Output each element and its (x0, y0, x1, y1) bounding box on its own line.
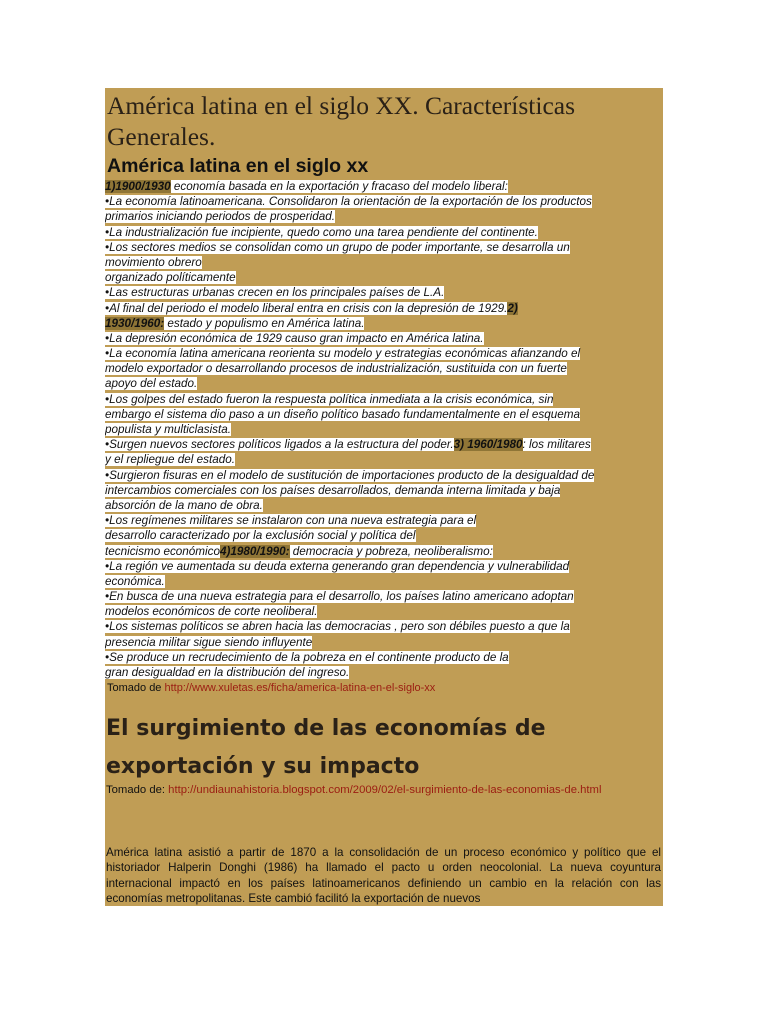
line-text: •La región ve aumentada su deuda externa generando gran dependencia y vulnerabilidad (105, 559, 570, 573)
list-line (105, 301, 663, 316)
list-line (105, 240, 663, 255)
list-line (105, 437, 663, 452)
list-line (105, 376, 663, 391)
list-line (105, 635, 663, 650)
section-heading: El surgimiento de las economías de exportación y su impacto (106, 716, 546, 779)
line-text: •La economía latinoamericana. Consolidaron la orientación de la exportación de los productos (105, 195, 592, 209)
list-line (105, 604, 663, 619)
list-line (105, 468, 663, 483)
source-citation-1 (107, 681, 663, 695)
line-text: •Las estructuras urbanas crecen en los principales países de L.A. (105, 286, 445, 300)
line-text: : los militares (522, 438, 591, 452)
list-line (105, 665, 663, 680)
line-text: •Se produce un recrudecimiento de la pobreza en el continente producto de la (105, 650, 509, 664)
line-text: •Los sistemas políticos se abren hacia las democracias , pero son débiles puesto a que la (105, 620, 570, 634)
line-text: •Surgen nuevos sectores políticos ligados a la estructura del poder. (105, 438, 454, 452)
line-text: •La depresión económica de 1929 causo gran impacto en América latina. (105, 331, 484, 345)
source-link[interactable]: http://www.xuletas.es/ficha/america-latina-en-el-siglo-xx (164, 682, 436, 694)
list-line (105, 589, 663, 604)
line-text: gran desigualdad en la distribución del ingreso. (105, 666, 350, 679)
line-text: económica. (105, 574, 165, 588)
list-line (105, 528, 663, 543)
period-label: 2) (507, 301, 518, 315)
line-text: •La industrialización fue incipiente, quedo como una tarea pendiente del continente. (105, 225, 538, 239)
line-text: •La economía latina americana reorienta su modelo y estrategias económicas afianzando el (105, 347, 581, 361)
line-text: embargo el sistema dio paso a un diseño político basado fundamentalmente en el esquema (105, 407, 580, 421)
line-text: desarrollo caracterizado por la exclusión social y política del (105, 529, 416, 543)
period-label: 1)1900/1930 (105, 180, 171, 193)
line-text: economía basada en la exportación y fracaso del modelo liberal: (170, 180, 508, 193)
list-line (105, 225, 663, 240)
list-line (105, 513, 663, 528)
body-paragraph: América latina asistió a partir de 1870 a la consolidación de un proceso económico y político que el historiador Halperin Donghi (1986) ha llamado el pacto u orden neocolonial. La nueva coyuntura internacional impactó en los países latinoamericanos definiendo un cambio en la relación con las economías metropolitanas. Este cambió facilitó la exportación de nuevos (106, 846, 661, 905)
line-text: movimiento obrero (105, 255, 202, 269)
line-text: estado y populismo en América latina. (164, 316, 365, 330)
line-text: intercambios comerciales con los países desarrollados, demanda interna limitada y baja (105, 483, 561, 497)
list-line (105, 574, 663, 589)
source-label: Tomado de (107, 682, 165, 694)
line-text: democracia y pobreza, neoliberalismo: (289, 544, 493, 558)
list-line (105, 346, 663, 361)
line-text: absorción de la mano de obra. (105, 498, 263, 512)
line-text: apoyo del estado. (105, 377, 198, 391)
line-text: populista y multiclasista. (105, 423, 232, 436)
line-text: modelo exportador o desarrollando procesos de industrialización, sustituida con un fuerte (105, 362, 567, 376)
list-line (105, 255, 663, 270)
line-text: modelos económicos de corte neoliberal. (105, 605, 318, 619)
line-text: •En busca de una nueva estrategia para el desarrollo, los países latino americano adoptan (105, 590, 574, 604)
period-label: 4)1980/1990: (219, 544, 290, 558)
list-line (105, 361, 663, 376)
section-title: América latina en el siglo xx (107, 155, 369, 177)
list-line (105, 392, 663, 407)
line-text: •Los regímenes militares se instalaron con una nueva estrategia para el (105, 514, 477, 528)
list-line (105, 422, 663, 437)
line-text: •Al final del periodo el modelo liberal entra en crisis con la depresión de 1929. (105, 301, 508, 315)
list-line (105, 285, 663, 300)
period-label: 1930/1960: (105, 316, 165, 330)
line-text: •Los golpes del estado fueron la respuesta política inmediata a la crisis económica, sin (105, 392, 554, 406)
list-line (105, 209, 663, 224)
list-line (105, 331, 663, 346)
list-line (105, 452, 663, 467)
line-text: primarios iniciando periodos de prosperidad. (105, 210, 335, 224)
period-label: 3) 1960/1980 (453, 438, 523, 452)
list-line (105, 179, 663, 194)
list-line (105, 619, 663, 634)
list-line (105, 650, 663, 665)
page-title: América latina en el siglo XX. Características Generales. (107, 91, 576, 151)
line-text: y el repliegue del estado. (105, 453, 235, 467)
line-text: presencia militar sigue siendo influyente (105, 635, 313, 649)
line-text: organizado políticamente (105, 271, 236, 285)
list-line (105, 194, 663, 209)
source-label: Tomado de: (106, 784, 169, 796)
document-page (105, 88, 663, 906)
list-line (105, 544, 663, 559)
line-text: tecnicismo económico (105, 544, 220, 558)
list-line (105, 270, 663, 285)
period-list (105, 179, 663, 680)
line-text: •Surgieron fisuras en el modelo de sustitución de importaciones producto de la desigualdad de (105, 468, 595, 482)
line-text: •Los sectores medios se consolidan como un grupo de poder importante, se desarrolla un (105, 240, 570, 254)
list-line (105, 407, 663, 422)
list-line (105, 559, 663, 574)
list-line (105, 483, 663, 498)
source-link[interactable]: http://undiaunahistoria.blogspot.com/2009/02/el-surgimiento-de-las-economias-de.html (168, 784, 602, 796)
list-line (105, 498, 663, 513)
source-citation-2 (106, 783, 662, 797)
list-line (105, 316, 663, 331)
